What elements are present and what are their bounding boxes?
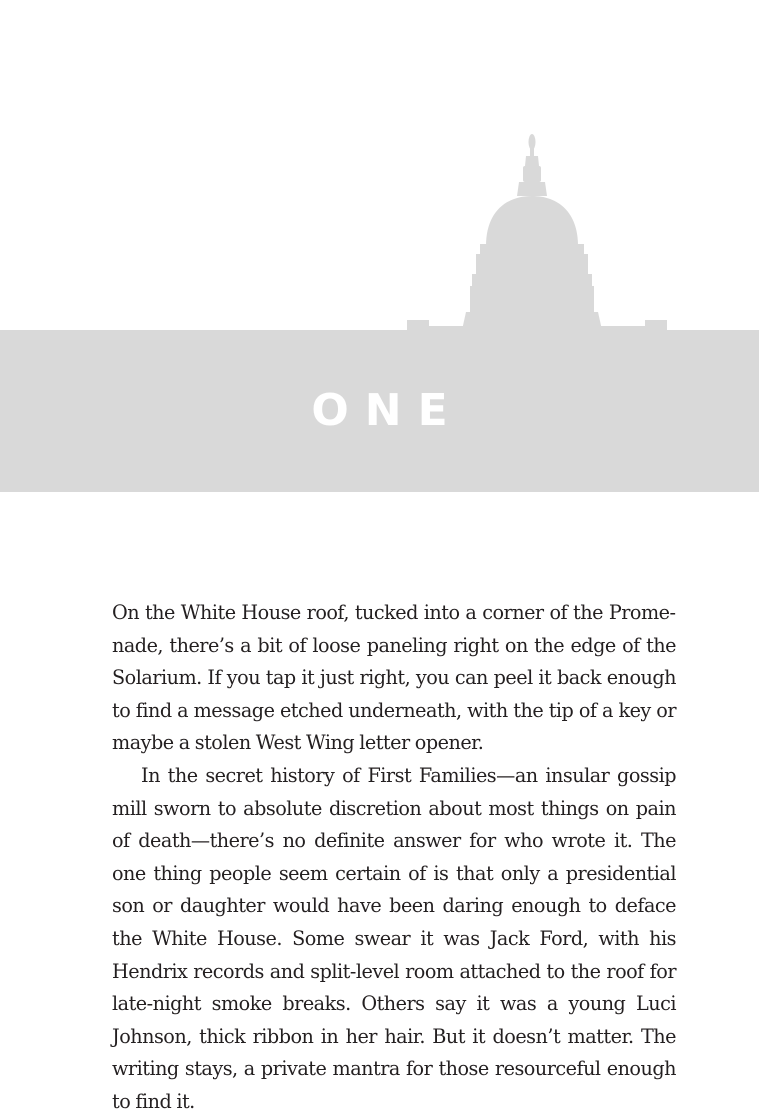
body-text — [112, 597, 676, 1119]
chapter-title: ONE — [311, 385, 464, 436]
paragraph: On the White House roof, tucked into a corner of the Promenade, there’s a bit of loose paneling right on the edge of the Solarium. If you tap it just right, you can peel it back enough to find a message etched underneath, with the tip of a key or maybe a stolen West Wing letter opener. — [112, 601, 676, 755]
paragraph: In the secret history of First Families—an insular gossip mill sworn to absolute discretion about most things on pain of death—there’s no definite answer for who wrote it. The one thing people seem certain of is that only a presidential son or daughter would have been daring enough to deface the White House. Some swear it was Jack Ford, with his Hendrix records and split-level room attached to the roof for late-night smoke breaks. Others say it was a young Luci Johnson, thick ribbon in her hair. But it doesn’t matter. The writing stays, a private mantra for those resourceful enough to find it. — [112, 763, 676, 1113]
capitol-dome-icon — [0, 0, 759, 340]
chapter-header — [0, 0, 759, 492]
